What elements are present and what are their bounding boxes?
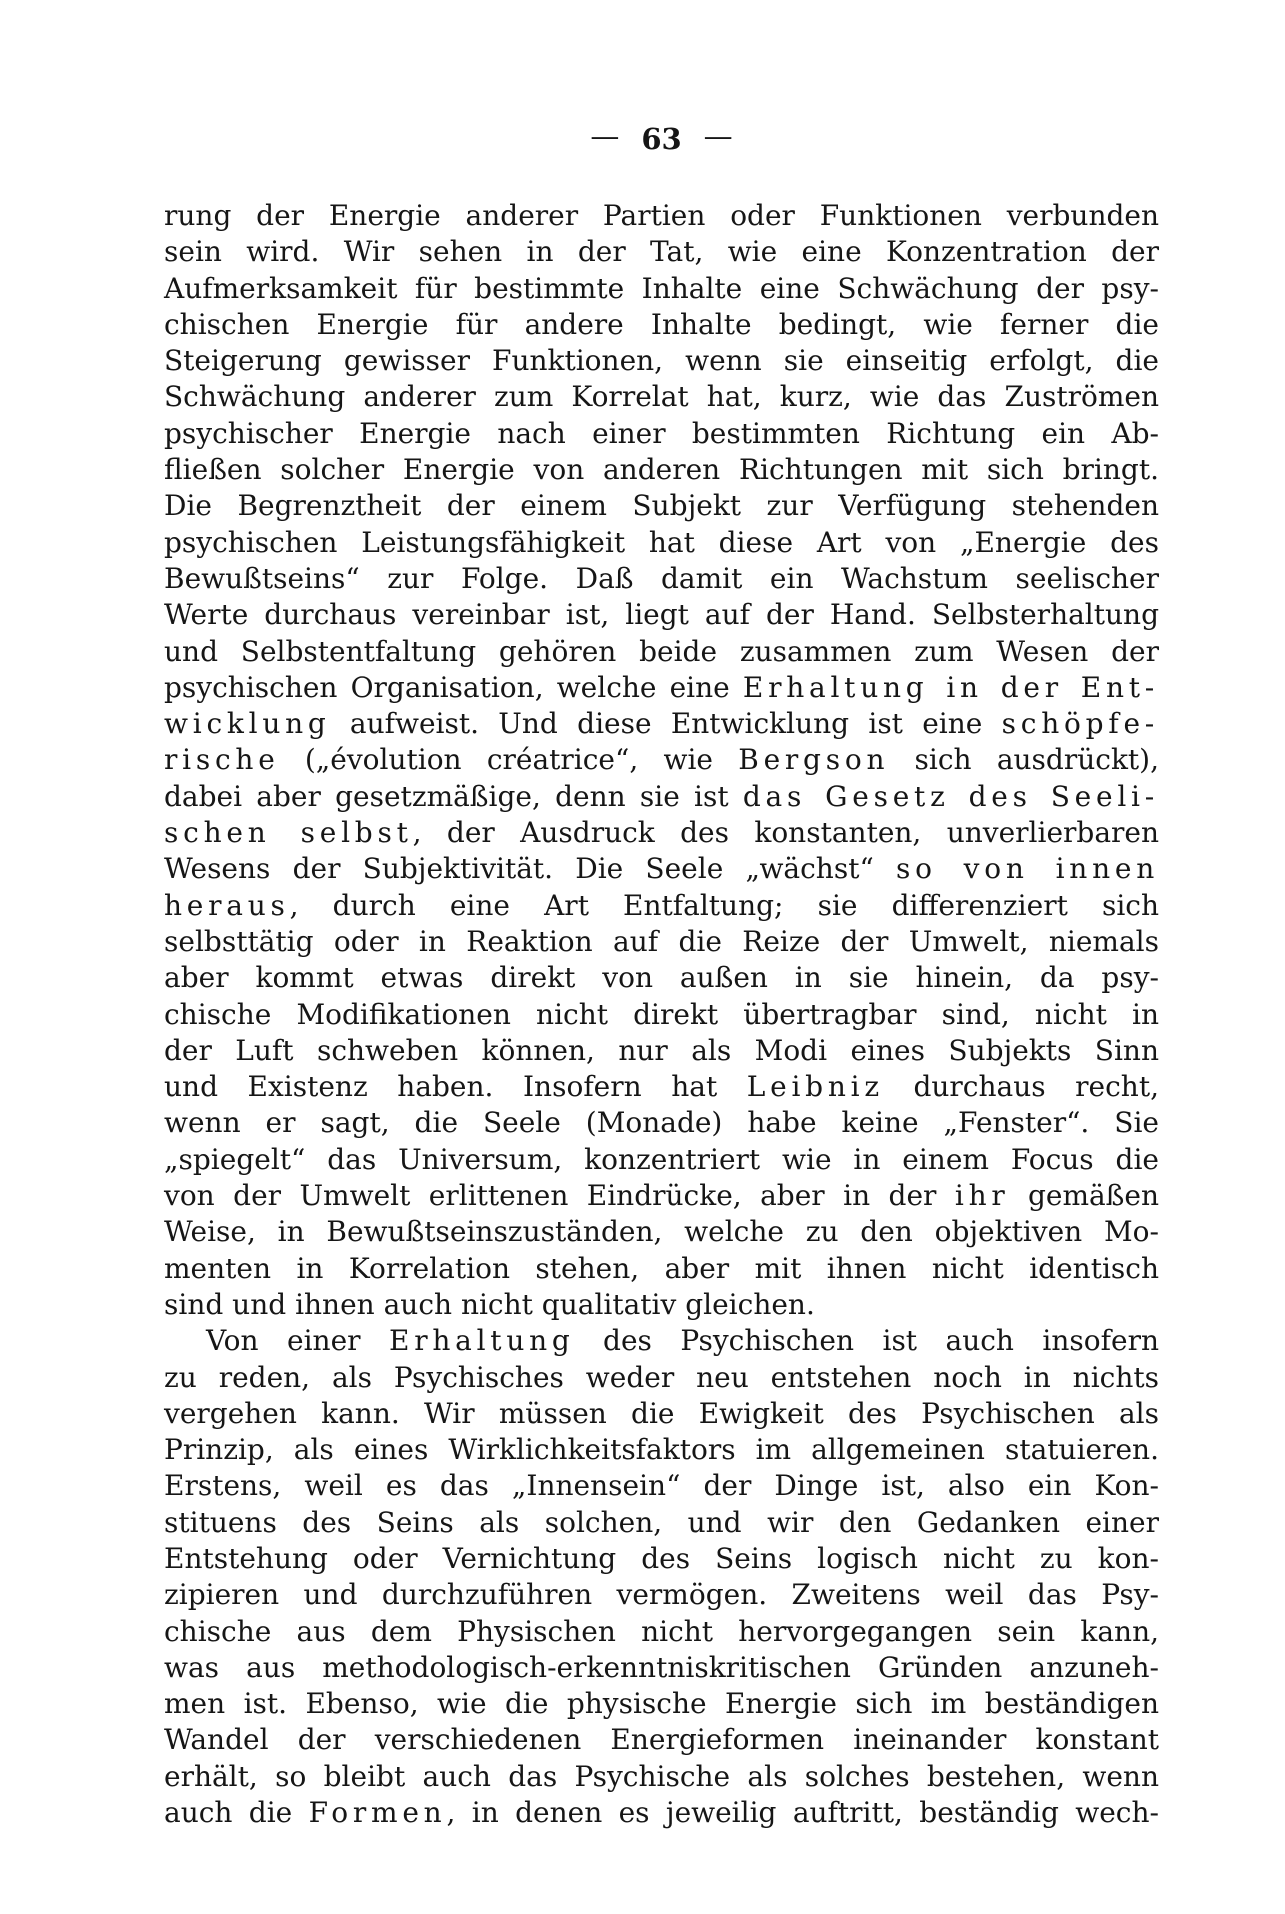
text-segment: aber kommt etwas direkt von außen in sie hinein, da psy- — [164, 961, 1159, 995]
text-segment: der Luft schweben können, nur als Modi eines Subjekts Sinn — [164, 1033, 1159, 1067]
text-line — [164, 1178, 1159, 1214]
text-line — [164, 1069, 1159, 1105]
text-segment: psychischen Organisation, welche eine — [164, 670, 743, 704]
text-segment: Steigerung gewisser Funktionen, wenn sie einseitig erfolgt, die — [164, 344, 1159, 378]
header-dash-right: — — [703, 119, 733, 153]
text-segment: , der Ausdruck des konstanten, unverlierbaren — [412, 816, 1159, 850]
text-line — [164, 706, 1159, 742]
text-segment: , durch eine Art Entfaltung; sie differenziert sich — [289, 888, 1159, 922]
text-segment: fließen solcher Energie von anderen Richtungen mit sich bringt. — [164, 453, 1159, 487]
text-segment: durchaus recht, — [883, 1070, 1159, 1104]
text-segment: chische aus dem Physischen nicht hervorgegangen sein kann, — [164, 1614, 1159, 1648]
text-segment: vergehen kann. Wir müssen die Ewigkeit des Psychischen als — [164, 1396, 1159, 1430]
text-line — [164, 1541, 1159, 1577]
spaced-emphasis-text: heraus — [164, 888, 290, 922]
text-block — [164, 198, 1159, 1831]
text-line — [164, 234, 1159, 270]
text-line — [164, 924, 1159, 960]
text-segment: sein wird. Wir sehen in der Tat, wie eine Konzentration der — [164, 235, 1159, 269]
text-segment: Bewußtseins“ zur Folge. Daß damit ein Wachstum seelischer — [164, 561, 1159, 595]
text-line — [164, 1577, 1159, 1613]
text-line — [164, 1323, 1159, 1359]
text-segment: men ist. Ebenso, wie die physische Energie sich im beständigen — [164, 1687, 1159, 1721]
text-segment: zipieren und durchzuführen vermögen. Zweitens weil das Psy- — [164, 1578, 1159, 1612]
text-line — [164, 1105, 1159, 1141]
text-segment: chischen Energie für andere Inhalte bedingt, wie ferner die — [164, 307, 1159, 341]
text-segment: gemäßen — [1009, 1179, 1159, 1213]
spaced-emphasis-text: schöpfe- — [1001, 707, 1159, 741]
spaced-emphasis-text: Erhaltung in der Ent- — [742, 670, 1159, 704]
spaced-emphasis-text: Bergson — [738, 743, 890, 777]
text-segment: selbsttätig oder in Reaktion auf die Reize der Umwelt, niemals — [164, 924, 1159, 958]
text-segment: Weise, in Bewußtseinszuständen, welche zu den objektiven Mo- — [164, 1215, 1159, 1249]
text-segment: aufweist. Und diese Entwicklung ist eine — [330, 707, 1002, 741]
text-line — [164, 1142, 1159, 1178]
text-segment: Schwächung anderer zum Korrelat hat, kurz, wie das Zuströmen — [164, 380, 1159, 414]
text-segment: menten in Korrelation stehen, aber mit ihnen nicht identisch — [164, 1251, 1159, 1285]
text-segment: „spiegelt“ das Universum, konzentriert wie in einem Focus die — [164, 1142, 1159, 1176]
text-line — [164, 488, 1159, 524]
text-line — [164, 742, 1159, 778]
text-line — [164, 634, 1159, 670]
page-number: 63 — [641, 122, 682, 156]
text-line — [164, 1650, 1159, 1686]
text-line — [164, 1033, 1159, 1069]
spaced-emphasis-text: rische — [164, 743, 280, 777]
spaced-emphasis-text: ihr — [954, 1179, 1010, 1213]
spaced-emphasis-text: so von innen — [895, 852, 1159, 886]
text-segment: und Existenz haben. Insofern hat — [164, 1070, 747, 1104]
text-segment: psychischen Leistungsfähigkeit hat diese Art von „Energie des — [164, 525, 1159, 559]
spaced-emphasis-text: Erhaltung — [389, 1324, 575, 1358]
text-segment: Entstehung oder Vernichtung des Seins logisch nicht zu kon- — [164, 1541, 1159, 1575]
text-line — [164, 960, 1159, 996]
text-line — [164, 670, 1159, 706]
text-segment: rung der Energie anderer Partien oder Funktionen verbunden — [164, 199, 1159, 232]
text-segment: Werte durchaus vereinbar ist, liegt auf der Hand. Selbsterhaltung — [164, 598, 1159, 632]
text-segment: von der Umwelt erlittenen Eindrücke, aber in der — [164, 1179, 955, 1213]
spaced-emphasis-text: Formen — [308, 1796, 447, 1830]
text-line — [164, 1505, 1159, 1541]
text-segment: chische Modifikationen nicht direkt übertragbar sind, nicht in — [164, 997, 1159, 1031]
text-segment: psychischer Energie nach einer bestimmten Richtung ein Ab- — [164, 416, 1159, 450]
text-segment: („évolution créatrice“, wie — [279, 743, 739, 777]
text-segment: Wesens der Subjektivität. Die Seele „wächst“ — [164, 852, 896, 886]
text-segment: wenn er sagt, die Seele (Monade) habe keine „Fenster“. Sie — [164, 1106, 1159, 1140]
text-line — [164, 1214, 1159, 1250]
text-segment: sich ausdrückt), — [889, 743, 1159, 777]
text-segment: sind und ihnen auch nicht qualitativ gleichen. — [164, 1287, 815, 1321]
text-line — [164, 307, 1159, 343]
text-line — [164, 815, 1159, 851]
text-line — [164, 561, 1159, 597]
text-segment: was aus methodologisch-erkenntniskritischen Gründen anzuneh- — [164, 1650, 1159, 1684]
text-line — [164, 379, 1159, 415]
text-line — [164, 343, 1159, 379]
text-line — [164, 525, 1159, 561]
text-line — [164, 1432, 1159, 1468]
text-segment: Die Begrenztheit der einem Subjekt zur Verfügung stehenden — [164, 489, 1159, 523]
text-line — [164, 1759, 1159, 1795]
text-line — [164, 1360, 1159, 1396]
spaced-emphasis-text: Leibniz — [746, 1070, 884, 1104]
text-segment: des Psychischen ist auch insofern — [574, 1324, 1159, 1358]
text-segment: erhält, so bleibt auch das Psychische als solches bestehen, wenn — [164, 1759, 1159, 1793]
text-line — [164, 779, 1159, 815]
text-line — [164, 997, 1159, 1033]
text-segment: Prinzip, als eines Wirklichkeitsfaktors im allgemeinen statuieren. — [164, 1433, 1159, 1467]
text-segment: zu reden, als Psychisches weder neu entstehen noch in nichts — [164, 1360, 1159, 1394]
text-segment: Wandel der verschiedenen Energieformen ineinander konstant — [164, 1723, 1159, 1757]
text-line — [164, 1396, 1159, 1432]
text-line — [164, 1686, 1159, 1722]
text-segment: dabei aber gesetzmäßige, denn sie ist — [164, 779, 743, 813]
spaced-emphasis-text: das Gesetz des Seeli- — [742, 779, 1159, 813]
text-segment: Von einer — [206, 1324, 389, 1358]
text-line — [164, 1468, 1159, 1504]
text-line — [164, 1251, 1159, 1287]
text-segment: , in denen es jeweilig auftritt, beständig wech- — [446, 1796, 1159, 1830]
header-dash-left: — — [590, 119, 620, 153]
text-line — [164, 888, 1159, 924]
text-line — [164, 1722, 1159, 1758]
text-line — [164, 1287, 1159, 1323]
spaced-emphasis-text: schen selbst — [164, 816, 413, 850]
page-header — [164, 119, 1159, 156]
spaced-emphasis-text: wicklung — [164, 707, 331, 741]
text-segment: und Selbstentfaltung gehören beide zusammen zum Wesen der — [164, 634, 1159, 668]
text-segment: Erstens, weil es das „Innensein“ der Dinge ist, also ein Kon- — [164, 1469, 1159, 1503]
text-line — [164, 416, 1159, 452]
text-line — [164, 597, 1159, 633]
text-segment: Aufmerksamkeit für bestimmte Inhalte eine Schwächung der psy- — [164, 271, 1159, 305]
text-line — [164, 271, 1159, 307]
text-line — [164, 1795, 1159, 1831]
text-line — [164, 1614, 1159, 1650]
text-line — [164, 851, 1159, 887]
text-segment: auch die — [164, 1796, 309, 1830]
text-line — [164, 198, 1159, 234]
text-line — [164, 452, 1159, 488]
text-segment: stituens des Seins als solchen, und wir den Gedanken einer — [164, 1505, 1159, 1539]
